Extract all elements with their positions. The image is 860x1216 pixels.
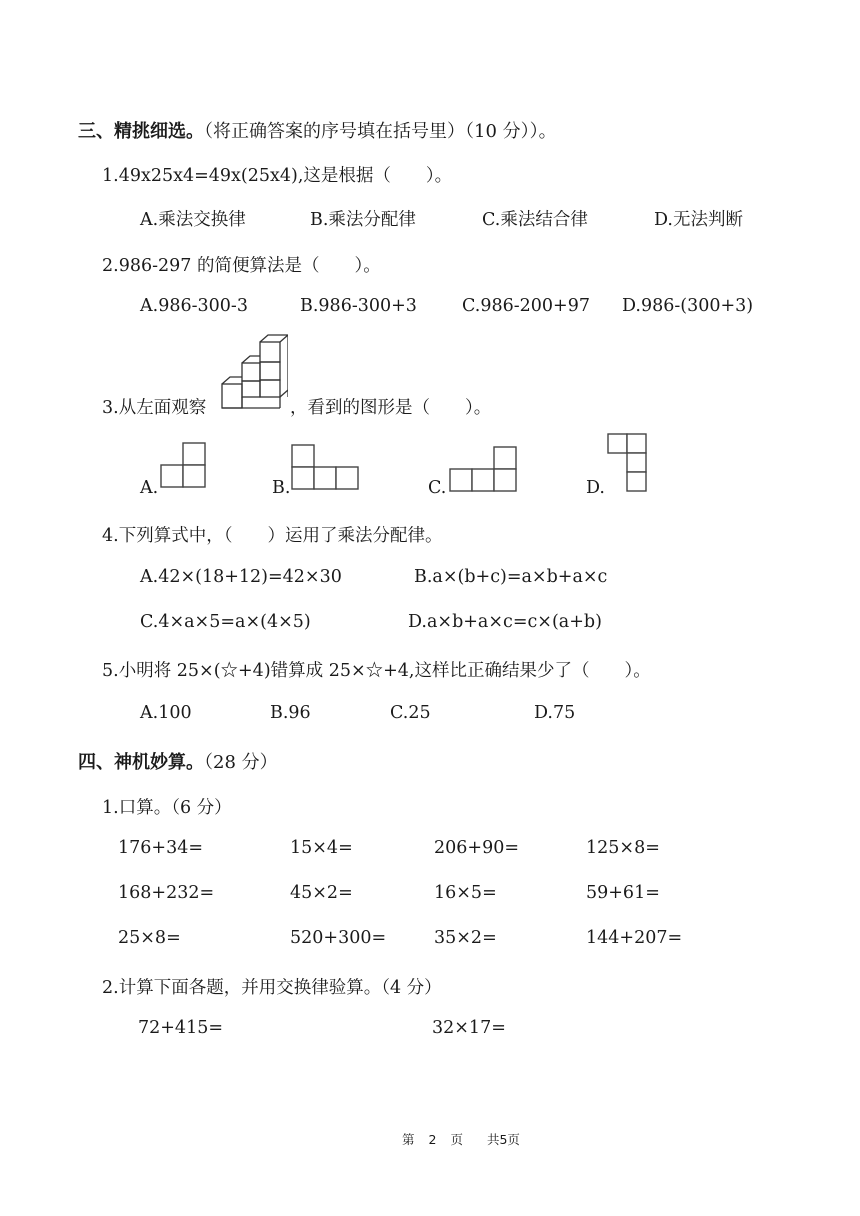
section4-note: （28 分） [204,752,278,773]
q3-option-d-figure [606,432,648,494]
page-number: 2 [428,1132,437,1147]
q1-option-c: C.乘法结合律 [482,210,588,230]
q5-option-d: D.75 [534,703,576,723]
oral-item: 206+90= [434,838,519,858]
oral-item: 144+207= [586,928,683,948]
q5-option-c: C.25 [390,703,431,723]
oral-item: 16×5= [434,883,497,903]
verify-item: 72+415= [138,1018,223,1038]
question-2: 2.986-297 的简便算法是（ ）。 [102,256,381,276]
section3-title: 三、精挑细选。 [78,121,204,142]
q3-option-c-figure [448,444,520,494]
oral-item: 35×2= [434,928,497,948]
oral-item: 15×4= [290,838,353,858]
question-3-prefix: 3.从左面观察 [102,398,207,418]
q2-option-b: B.986-300+3 [300,296,417,316]
q4-option-b: B.a×(b+c)=a×b+a×c [414,567,608,587]
q2-option-c: C.986-200+97 [462,296,590,316]
q4-option-d: D.a×b+a×c=c×(a+b) [408,612,602,632]
q5-option-a: A.100 [140,703,192,723]
verify-calc-label: 2.计算下面各题，并用交换律验算。（4 分） [102,978,442,998]
question-5: 5.小明将 25×(☆+4)错算成 25×☆+4,这样比正确结果少了（ ）。 [102,661,651,681]
cube-stack-figure [218,334,288,412]
page-suffix: 页 [450,1132,463,1147]
oral-item: 125×8= [586,838,660,858]
q3-option-a-figure [158,440,208,492]
q1-option-b: B.乘法分配律 [310,210,416,230]
oral-item: 168+232= [118,883,215,903]
q5-option-b: B.96 [270,703,311,723]
q3-option-b-figure [290,442,362,492]
page-footer [402,1130,520,1148]
question-1: 1.49x25x4=49x(25x4),这是根据（ ）。 [102,166,453,186]
oral-item: 45×2= [290,883,353,903]
section3-note: （将正确答案的序号填在括号里）（10 分））。 [204,121,557,142]
page-total: 共5页 [486,1132,520,1147]
oral-item: 520+300= [290,928,387,948]
q4-option-a: A.42×(18+12)=42×30 [140,567,342,587]
q3-option-b-label: B. [272,478,291,498]
q3-option-d-label: D. [586,478,605,498]
section3-heading [78,117,557,143]
oral-calc-label: 1.口算。（6 分） [102,798,232,818]
q4-option-c: C.4×a×5=a×(4×5) [140,612,311,632]
q2-option-d: D.986-(300+3) [622,296,754,316]
section4-title: 四、神机妙算。 [78,752,204,773]
question-3-suffix: ，看到的图形是（ ）。 [290,398,492,418]
oral-item: 25×8= [118,928,181,948]
oral-item: 176+34= [118,838,203,858]
section4-heading [78,748,278,774]
q3-option-a-label: A. [140,478,159,498]
oral-item: 59+61= [586,883,660,903]
q1-option-a: A.乘法交换律 [140,210,246,230]
q2-option-a: A.986-300-3 [140,296,248,316]
q3-option-c-label: C. [428,478,447,498]
question-4: 4.下列算式中，（ ）运用了乘法分配律。 [102,526,443,546]
q1-option-d: D.无法判断 [654,210,743,230]
verify-item: 32×17= [432,1018,506,1038]
page-prefix: 第 [402,1132,415,1147]
